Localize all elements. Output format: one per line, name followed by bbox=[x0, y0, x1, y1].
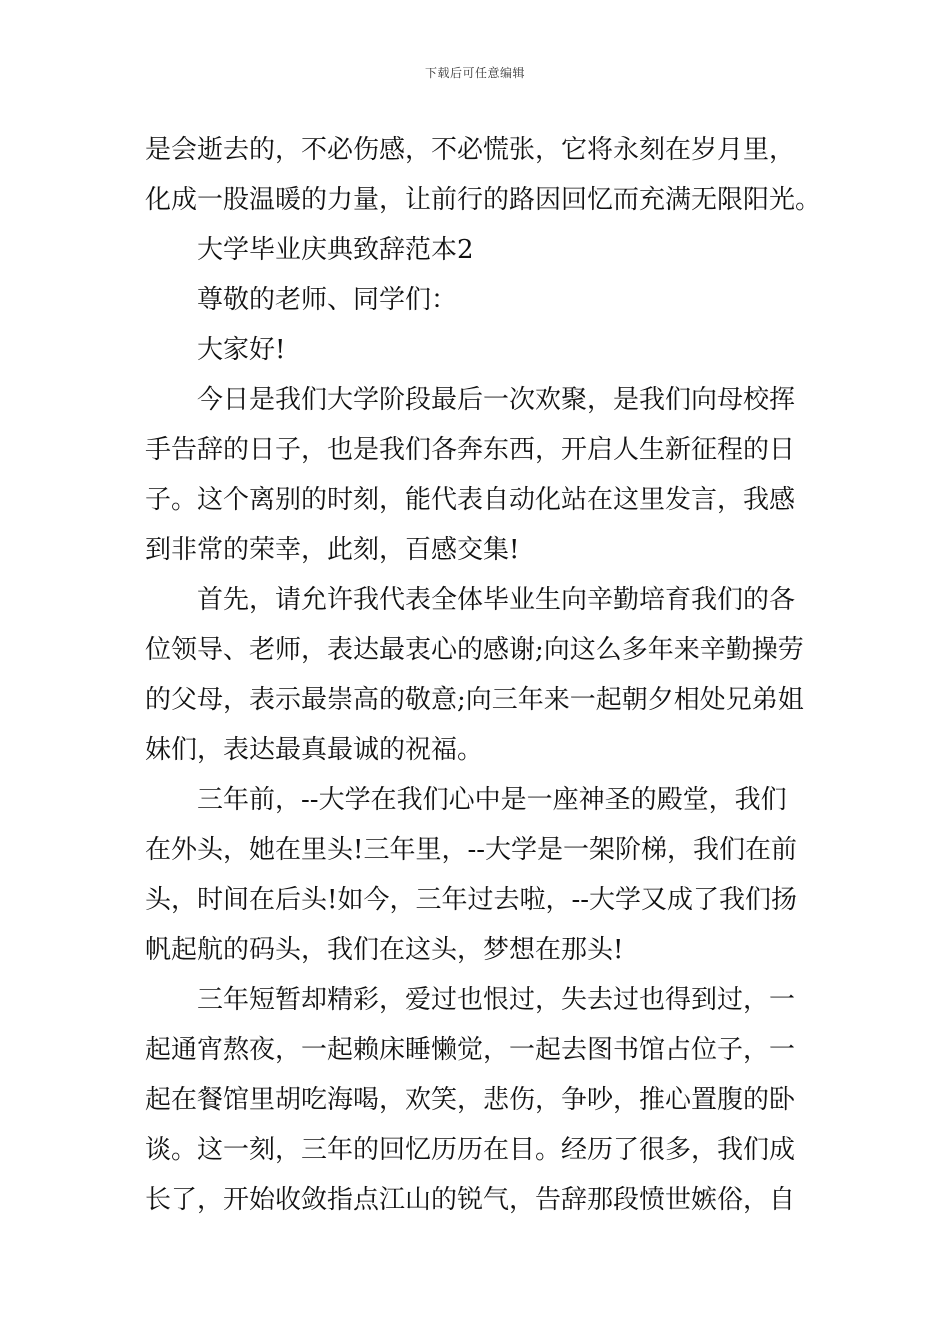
text-line: 尊敬的老师、同学们： bbox=[197, 285, 458, 315]
text-line: 大家好! bbox=[197, 335, 286, 365]
text-line: 的父母，表示最崇高的敬意;向三年来一起朝夕相处兄弟姐 bbox=[145, 685, 804, 715]
text-line: 三年短暂却精彩，爱过也恨过，失去过也得到过，一 bbox=[197, 985, 796, 1015]
text-line: 起在餐馆里胡吃海喝，欢笑，悲伤，争吵，推心置腹的卧 bbox=[145, 1085, 796, 1115]
text-line: 起通宵熬夜，一起赖床睡懒觉，一起去图书馆占位子，一 bbox=[145, 1035, 796, 1065]
text-line: 子。这个离别的时刻，能代表自动化站在这里发言，我感 bbox=[145, 485, 796, 515]
text-line: 三年前，--大学在我们心中是一座神圣的殿堂，我们 bbox=[197, 785, 787, 815]
text-line: 谈。这一刻，三年的回忆历历在目。经历了很多，我们成 bbox=[145, 1135, 796, 1165]
text-line: 手告辞的日子，也是我们各奔东西，开启人生新征程的日 bbox=[145, 435, 796, 465]
page-header: 下载后可任意编辑 bbox=[424, 66, 525, 80]
text-line: 头，时间在后头!如今，三年过去啦，--大学又成了我们扬 bbox=[145, 885, 798, 915]
text-line: 今日是我们大学阶段最后一次欢聚，是我们向母校挥 bbox=[197, 385, 796, 415]
document-body bbox=[145, 125, 822, 1225]
text-line: 长了，开始收敛指点江山的锐气，告辞那段愤世嫉俗，自 bbox=[145, 1185, 796, 1215]
text-line: 首先，请允许我代表全体毕业生向辛勤培育我们的各 bbox=[197, 585, 796, 615]
text-line: 帆起航的码头，我们在这头，梦想在那头! bbox=[145, 935, 624, 965]
text-line: 到非常的荣幸，此刻，百感交集! bbox=[145, 535, 520, 565]
text-line: 化成一股温暖的力量，让前行的路因回忆而充满无限阳光。 bbox=[145, 185, 822, 215]
text-line: 妹们，表达最真最诚的祝福。 bbox=[145, 735, 484, 765]
text-line: 在外头，她在里头!三年里，--大学是一架阶梯，我们在前 bbox=[145, 835, 798, 865]
text-line: 是会逝去的，不必伤感，不必慌张，它将永刻在岁月里， bbox=[145, 135, 796, 165]
text-line: 位领导、老师，表达最衷心的感谢;向这么多年来辛勤操劳 bbox=[145, 635, 804, 665]
text-line: 大学毕业庆典致辞范本2 bbox=[197, 235, 474, 265]
